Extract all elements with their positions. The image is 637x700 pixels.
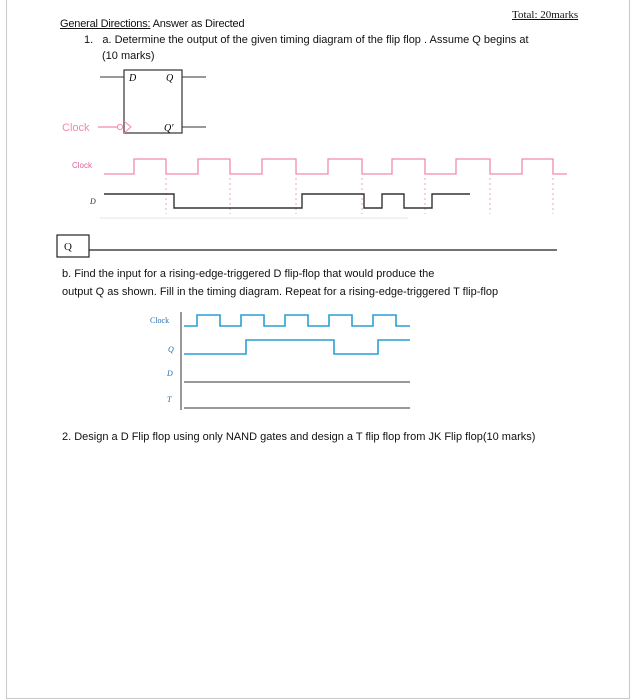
question-2-text: 2. Design a D Flip flop using only NAND gates and design a T flip flop from JK Flip flop(10 marks)	[62, 431, 536, 443]
flip-flop-symbol	[62, 70, 206, 134]
question-1b-line-2: output Q as shown. Fill in the timing diagram. Repeat for a rising-edge-triggered T flip-flop	[62, 286, 499, 298]
ff-qbar-label: Q'	[164, 123, 174, 134]
clock-triangle-icon	[124, 121, 131, 133]
question-1-number: 1.	[84, 34, 94, 46]
timing-diagram-1	[72, 159, 567, 218]
d-waveform	[104, 194, 470, 208]
question-1-marks: (10 marks)	[102, 50, 155, 62]
timing-d-label: D	[90, 197, 96, 206]
ff-d-label: D	[129, 73, 137, 84]
b-q-label: Q	[168, 345, 174, 354]
ff-clock-label: Clock	[62, 122, 90, 134]
total-marks: Total: 20marks	[512, 9, 579, 21]
b-q-waveform	[184, 340, 410, 354]
directions-label: General Directions:	[60, 18, 151, 30]
q-answer-label: Q	[64, 241, 72, 253]
clock-waveform	[104, 159, 567, 174]
directions-text: Answer as Directed	[152, 18, 245, 30]
clock-bubble	[117, 124, 122, 129]
b-clock-label: Clock	[150, 316, 170, 325]
b-t-label: T	[167, 395, 172, 404]
question-1a-text: a. Determine the output of the given timing diagram of the flip flop . Assume Q begins at	[102, 34, 529, 46]
question-1b-line-1: b. Find the input for a rising-edge-triggered D flip-flop that would produce the	[62, 268, 435, 280]
b-d-label: D	[167, 369, 173, 378]
b-clock-waveform	[184, 315, 410, 326]
timing-clock-label: Clock	[72, 161, 93, 170]
q-answer-box	[57, 235, 89, 257]
answer-q-row	[57, 235, 557, 257]
timing-diagram-2	[150, 312, 410, 410]
ff-q-label: Q	[166, 73, 174, 84]
